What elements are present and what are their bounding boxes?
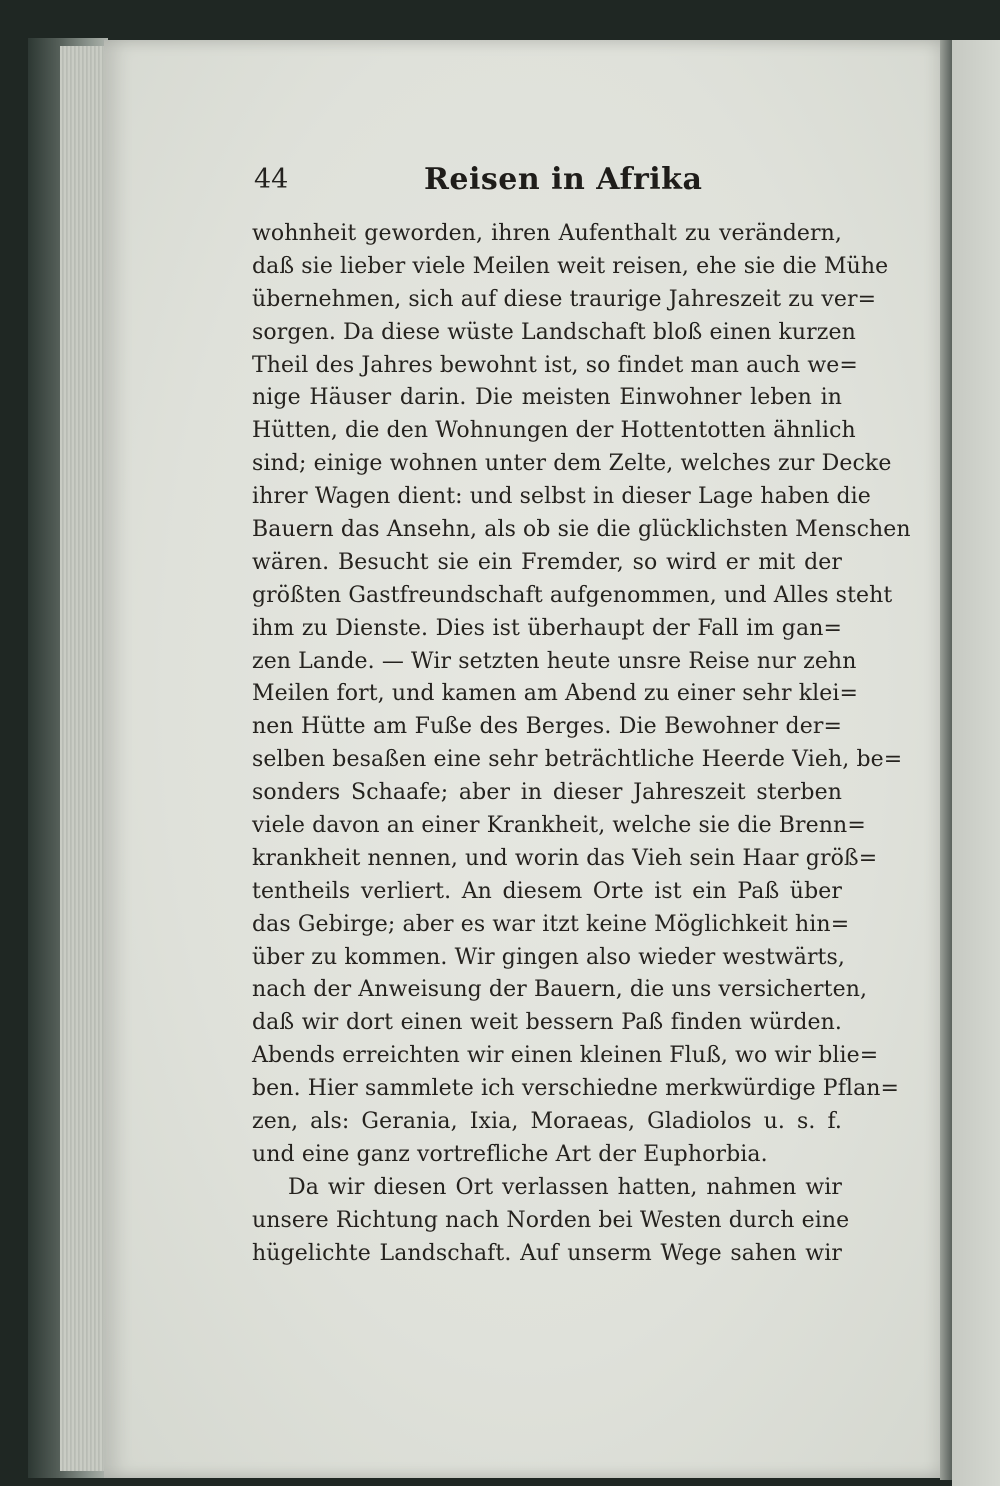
text-line: tentheils verliert. An diesem Orte ist ein Paß über <box>252 878 842 904</box>
text-line: wohnheit geworden, ihren Aufenthalt zu verändern, <box>252 221 842 246</box>
page-edges <box>60 46 108 1471</box>
text-line: selben besaßen eine sehr beträchtliche Heerde Vieh, be= <box>252 747 903 773</box>
text-line: größten Gastfreundschaft aufgenommen, und Alles steht <box>252 582 893 608</box>
text-line: Theil des Jahres bewohnt ist, so findet man auch we= <box>252 352 858 378</box>
text-line: über zu kommen. Wir gingen also wieder westwärts, <box>252 944 845 970</box>
body-text <box>252 218 911 1271</box>
text-line: nach der Anweisung der Bauern, die uns versicherten, <box>252 977 868 1003</box>
text-line: das Gebirge; aber es war itzt keine Möglichkeit hin= <box>252 911 850 937</box>
text-line: Hütten, die den Wohnungen der Hottentotten ähnlich <box>252 418 856 444</box>
text-line: ihrer Wagen dient: und selbst in dieser Lage haben die <box>252 484 871 510</box>
text-line: Bauern das Ansehn, als ob sie die glücklichsten Menschen <box>252 517 911 543</box>
running-head: Reisen in Afrika <box>424 162 703 197</box>
text-line: nige Häuser darin. Die meisten Einwohner leben in <box>252 385 842 411</box>
text-line: krankheit nennen, und worin das Vieh sein Haar größ= <box>252 845 878 871</box>
text-line: übernehmen, sich auf diese traurige Jahreszeit zu ver= <box>252 286 877 312</box>
facing-page-edge <box>952 40 1000 1486</box>
text-line: ihm zu Dienste. Dies ist überhaupt der Fall im gan= <box>252 615 842 641</box>
text-line: zen, als: Gerania, Ixia, Moraeas, Gladiolos u. s. f. <box>252 1109 842 1135</box>
text-line: und eine ganz vortrefliche Art der Euphorbia. <box>252 1141 768 1167</box>
text-line: wären. Besucht sie ein Fremder, so wird er mit der <box>252 549 842 575</box>
text-line: hügelichte Landschaft. Auf unserm Wege sahen wir <box>252 1240 842 1266</box>
text-line: daß sie lieber viele Meilen weit reisen, ehe sie die Mühe <box>252 253 889 279</box>
text-line: Meilen fort, und kamen am Abend zu einer sehr klei= <box>252 681 859 707</box>
book-gutter <box>940 40 952 1480</box>
page-number: 44 <box>254 164 289 195</box>
text-line: daß wir dort einen weit bessern Paß finden würden. <box>252 1010 842 1036</box>
text-line: sind; einige wohnen unter dem Zelte, welches zur Decke <box>252 451 892 477</box>
text-line: Abends erreichten wir einen kleinen Fluß, wo wir blie= <box>252 1043 879 1069</box>
text-line: unsere Richtung nach Norden bei Westen durch eine <box>252 1207 850 1233</box>
text-line: sonders Schaafe; aber in dieser Jahreszeit sterben <box>252 780 842 806</box>
text-line: viele davon an einer Krankheit, welche sie die Brenn= <box>252 813 866 839</box>
page-header <box>254 164 834 208</box>
text-line: zen Lande. — Wir setzten heute unsre Reise nur zehn <box>252 648 857 674</box>
text-line: ben. Hier sammlete ich verschiedne merkwürdige Pflan= <box>252 1076 900 1102</box>
text-line: sorgen. Da diese wüste Landschaft bloß einen kurzen <box>252 319 856 345</box>
paragraph-start-line: Da wir diesen Ort verlassen hatten, nahmen wir <box>288 1174 842 1200</box>
text-line: nen Hütte am Fuße des Berges. Die Bewohner der= <box>252 714 842 740</box>
